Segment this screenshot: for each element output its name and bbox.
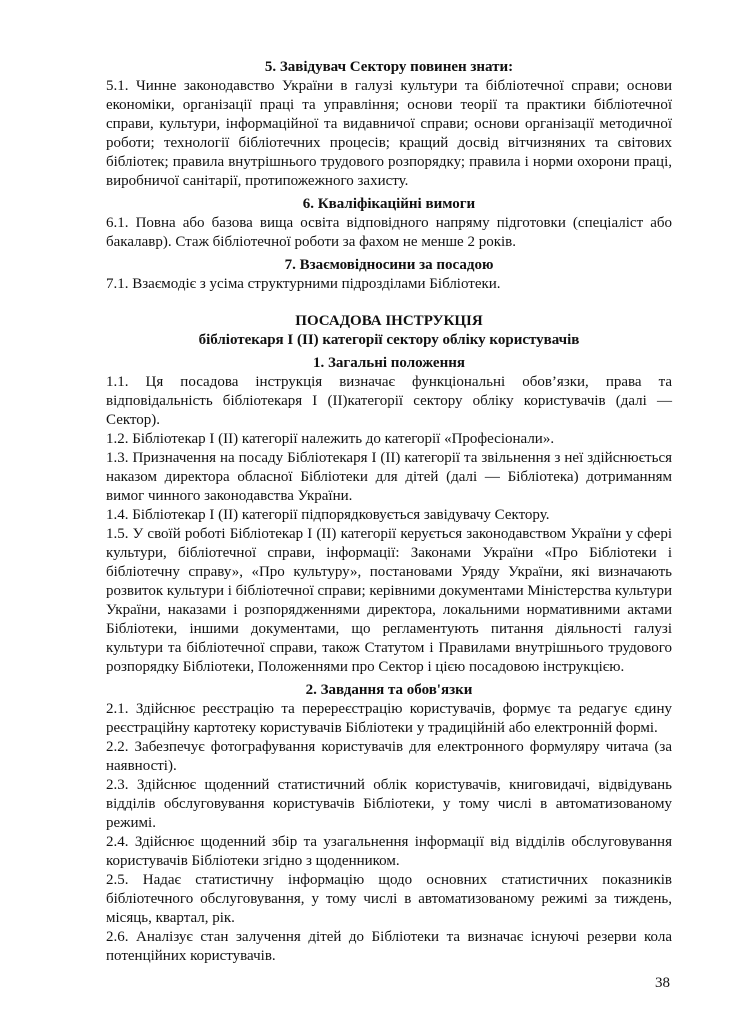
paragraph-1-1: 1.1. Ця посадова інструкція визначає функціональні обов’язки, права та відповідальність бібліотекаря І (ІІ)категорії сектору обліку користувачів (далі — Сектор).	[106, 374, 672, 428]
paragraph-2-5: 2.5. Надає статистичну інформацію щодо основних статистичних показників бібліотечного обслуговування, у тому числі в автоматизованому режимі за тиждень, місяць, квартал, рік.	[106, 872, 672, 926]
paragraph-1-2: 1.2. Бібліотекар І (ІІ) категорії належить до категорії «Професіонали».	[106, 431, 555, 447]
paragraph-2-1: 2.1. Здійснює реєстрацію та перереєстрацію користувачів, формує та редагує єдину реєстраційну картотеку користувачів Бібліотеки у традиційній або електронній формі.	[106, 701, 672, 736]
paragraph-1-3: 1.3. Призначення на посаду Бібліотекаря І (ІІ) категорії та звільнення з неї здійснюється наказом директора обласної Бібліотеки для дітей (далі — Бібліотека) дотриманням вимог чинного законодавства України.	[106, 450, 672, 504]
section-6-heading: 6. Кваліфікаційні вимоги	[302, 196, 476, 212]
general-provisions-heading: 1. Загальні положення	[313, 355, 465, 371]
paragraph-2-2: 2.2. Забезпечує фотографування користувачів для електронного формуляру читача (за наявності).	[106, 739, 672, 774]
paragraph-1-4: 1.4. Бібліотекар І (ІІ) категорії підпорядковується завідувачу Сектору.	[106, 507, 550, 523]
paragraph-1-5: 1.5. У своїй роботі Бібліотекар І (ІІ) категорії керується законодавством України у сфері культури, бібліотечної справи, інформації: Законами України «Про Бібліотеки і бібліотечну справу», «Про культуру», постановами Уряду України, які визначають розвиток культури і бібліотечної справи; керівними документами Міністерства культури України, наказами і розпорядженнями директора, локальними нормативними актами Бібліотеки, іншими документами, що регламентують питання діяльності галузі культури та бібліотечної справи, також Статутом і Правилами внутрішнього трудового розпорядку Бібліотеки, Положеннями про Сектор і цією посадовою інструкцією.	[106, 526, 672, 675]
paragraph-7-1: 7.1. Взаємодіє з усіма структурними підрозділами Бібліотеки.	[106, 276, 501, 292]
document-subtitle: бібліотекаря І (ІІ) категорії сектору обліку користувачів	[198, 332, 580, 348]
paragraph-2-4: 2.4. Здійснює щоденний збір та узагальнення інформації від відділів обслуговування користувачів Бібліотеки згідно з щоденником.	[106, 834, 672, 869]
paragraph-2-3: 2.3. Здійснює щоденний статистичний облік користувачів, книговидачі, відвідувань відділів обслуговування користувачів Бібліотеки, у тому числі в автоматизованому режимі.	[106, 777, 672, 831]
duties-heading: 2. Завдання та обов'язки	[305, 682, 473, 698]
section-5-heading: 5. Завідувач Сектору повинен знати:	[264, 59, 514, 75]
document-title: ПОСАДОВА ІНСТРУКЦІЯ	[295, 313, 483, 329]
document-page	[106, 58, 672, 966]
paragraph-5-1: 5.1. Чинне законодавство України в галузі культури та бібліотечної справи; основи економіки, організації праці та управління; основи теорії та практики бібліотечної справи, культури, інформаційної та видавничої справи; основи організації методичної роботи; технології бібліотечних процесів; кращий досвід вітчизняних та світових бібліотек; правила внутрішнього трудового розпорядку; правила і норми охорони праці, виробничої санітарії, протипожежного захисту.	[106, 78, 672, 189]
paragraph-6-1: 6.1. Повна або базова вища освіта відповідного напряму підготовки (спеціаліст або бакалавр). Стаж бібліотечної роботи за фахом не менше 2 років.	[106, 215, 672, 250]
paragraph-2-6: 2.6. Аналізує стан залучення дітей до Бібліотеки та визначає існуючі резерви кола потенційних користувачів.	[106, 929, 672, 964]
page-number: 38	[655, 975, 670, 991]
section-7-heading: 7. Взаємовідносини за посадою	[284, 257, 494, 273]
